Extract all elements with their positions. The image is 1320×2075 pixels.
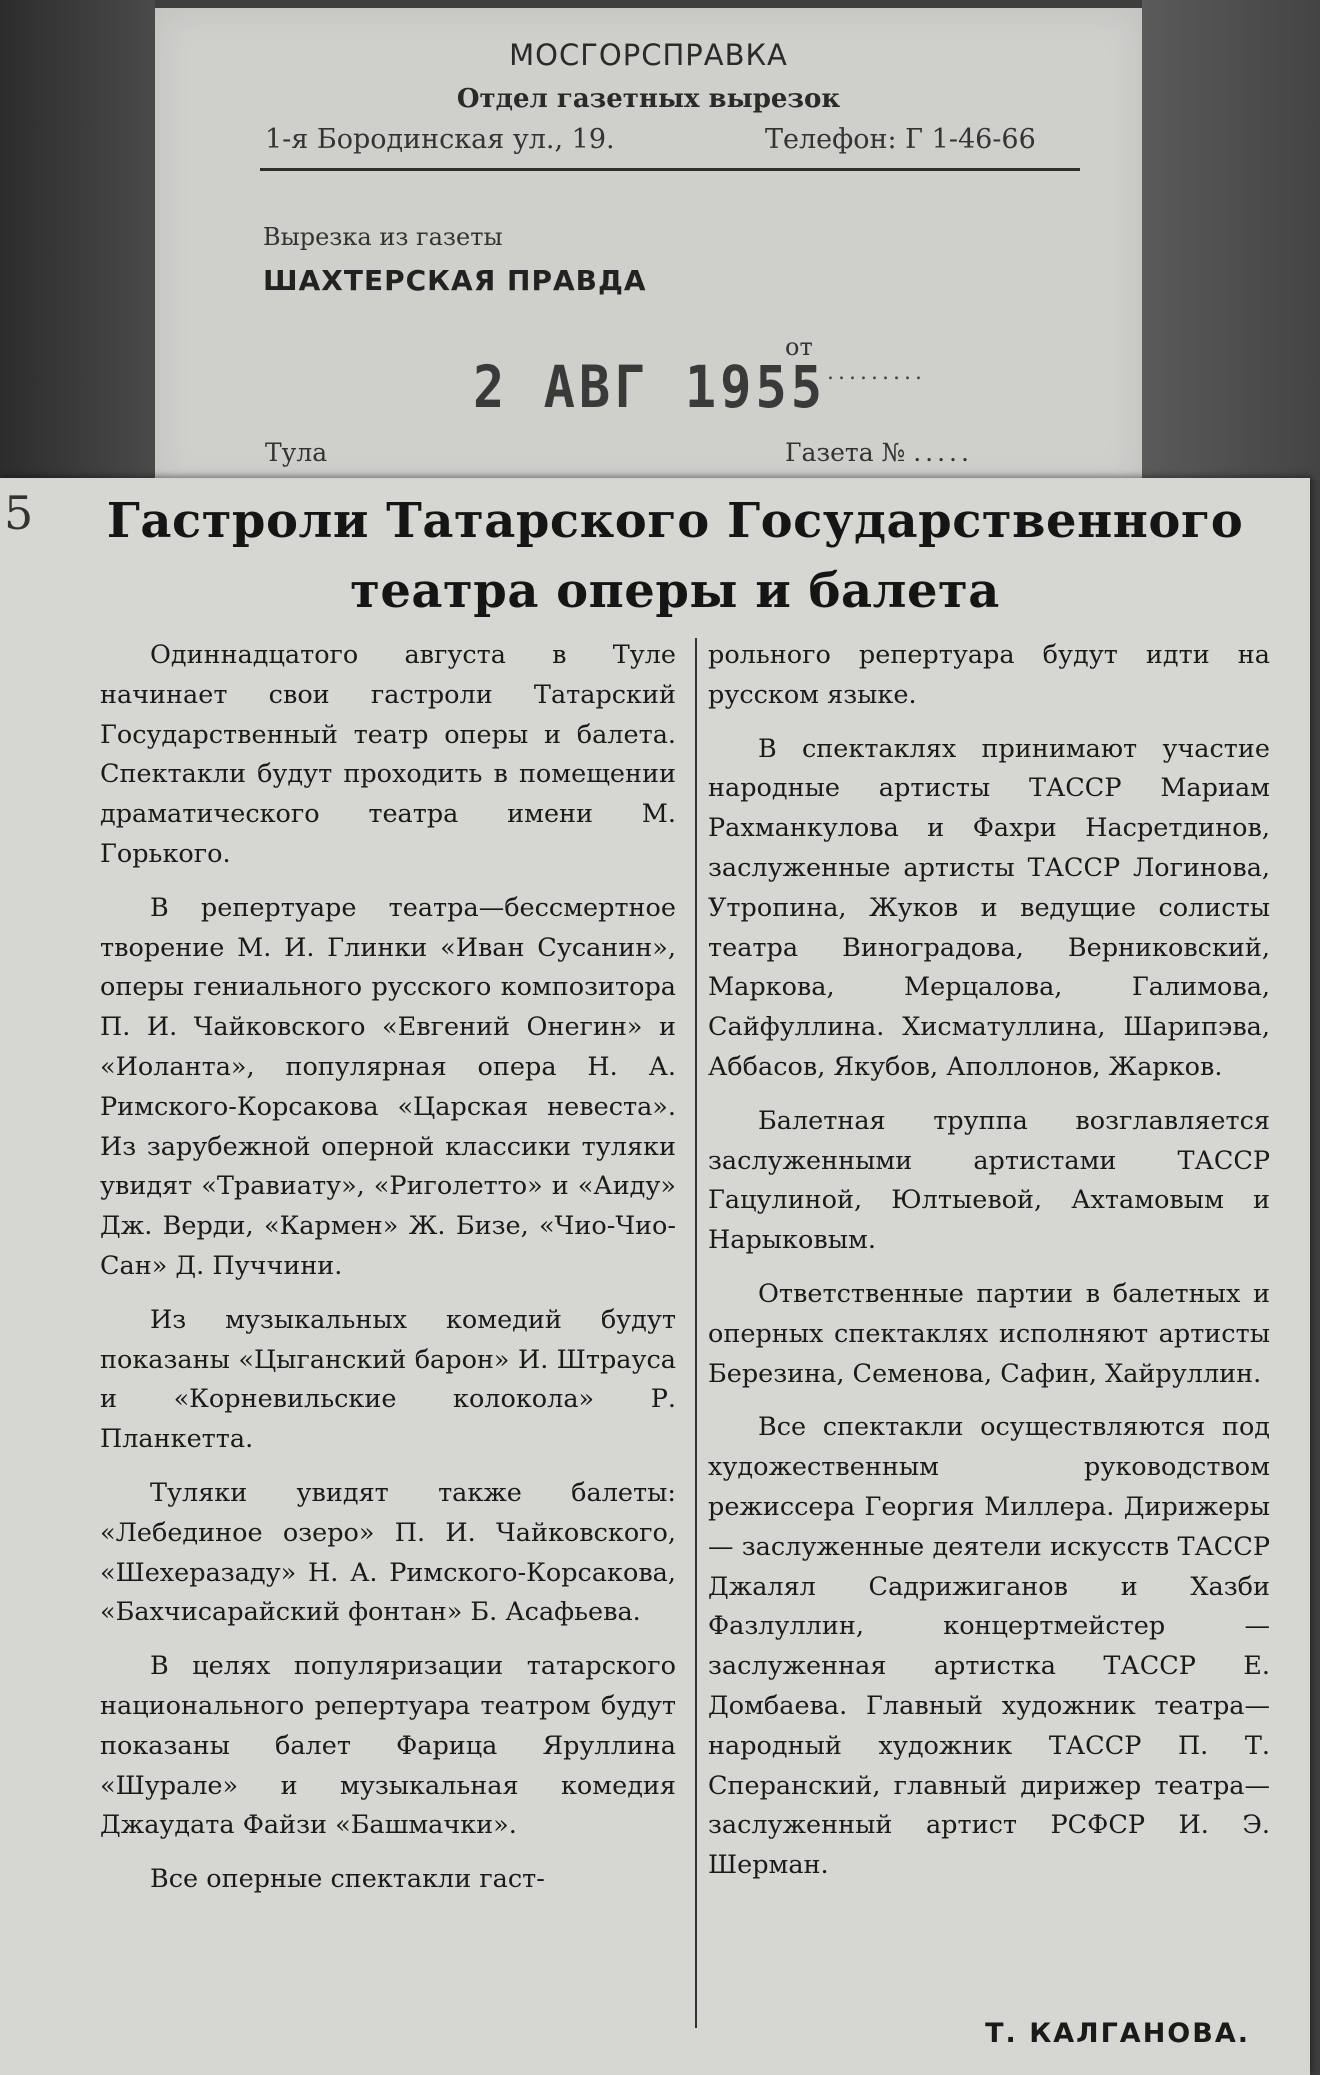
article-column-right: [708, 636, 1270, 1900]
paragraph: Одиннадцатого августа в Туле начинает свои гастроли Татарский Государственный театр оперы и балета. Спектакли будут проходить в помещении драматического театра имени М. Горького.: [100, 640, 676, 869]
city-label: Тула: [265, 438, 328, 467]
header-divider: [260, 168, 1080, 171]
article-headline: [60, 486, 1290, 626]
paragraph: Из музыкальных комедий будут показаны «Цыганский барон» И. Штрауса и «Корневильские колокола» Р. Планкетта.: [100, 1304, 676, 1455]
article-column-left: [100, 636, 676, 1914]
from-dots: .........: [827, 360, 926, 385]
newspaper-clipping: [0, 478, 1310, 2075]
date-stamp: 2 АВГ 1955: [473, 354, 827, 422]
paragraph: Ответственные партии в балетных и оперных спектаклях исполняют артисты Березина, Семенова, Сафин, Хайруллин.: [708, 1278, 1270, 1389]
column-divider: [695, 638, 697, 2028]
paragraph: Туляки увидят также балеты: «Лебединое озеро» П. И. Чайковского, «Шехеразаду» Н. А. Римского-Корсакова, «Бахчисарайский фонтан» Б. Асафьева.: [100, 1477, 676, 1628]
scan-background-left: [0, 0, 155, 480]
agency-name: МОСГОРСПРАВКА: [509, 38, 788, 72]
agency-phone: Телефон: Г 1-46-66: [765, 124, 1036, 155]
agency-department: Отдел газетных вырезок: [456, 84, 841, 114]
paragraph: В целях популяризации татарского национального репертуара театром будут показаны балет Фарица Яруллина «Шурале» и музыкальная комедия Джаудата Файзи «Башмачки».: [100, 1651, 676, 1841]
issue-label: [785, 438, 973, 467]
issue-dots: .....: [913, 438, 973, 467]
paragraph: Все оперные спектакли гаст-: [150, 1864, 545, 1895]
headline-line-2: театра оперы и балета: [350, 563, 1000, 619]
paragraph: Балетная труппа возглавляется заслуженными артистами ТАССР Гацулиной, Юлтыевой, Ахтамовым и Нарыковым.: [708, 1105, 1270, 1256]
newspaper-name: ШАХТЕРСКАЯ ПРАВДА: [263, 264, 647, 297]
agency-address: 1-я Бородинская ул., 19.: [265, 124, 615, 155]
paragraph: В спектаклях принимают участие народные артисты ТАССР Мариам Рахманкулова и Фахри Насретдинов, заслуженные артисты ТАССР Логинова, Утропина, Жуков и ведущие солисты театра Виноградова, Верниковский, Маркова, Мерцалова, Галимова, Сайфуллина. Хисматуллина, Шарипэва, Аббасов, Якубов, Аполлонов, Жарков.: [708, 733, 1270, 1082]
cut-from-label: Вырезка из газеты: [263, 223, 503, 251]
paragraph: Все спектакли осуществляются под художественным руководством режиссера Георгия Миллера. Дирижеры — заслуженные деятели искусств ТАССР Джалял Садрижиганов и Хазби Фазлуллин, концертмейстер — заслуженная артистка ТАССР Е. Домбаева. Главный художник театра—народный художник ТАССР П. Т. Сперанский, главный дирижер театра—заслуженный артист РСФСР И. Э. Шерман.: [708, 1412, 1270, 1881]
paragraph-continuation: рольного репертуара будут идти на русском языке.: [708, 640, 1270, 710]
headline-line-1: Гастроли Татарского Государственного: [106, 493, 1244, 549]
issue-label-text: Газета №: [785, 438, 906, 467]
agency-header-slip: [155, 8, 1142, 488]
scan-background-right: [1142, 0, 1320, 480]
from-label: от: [785, 333, 813, 361]
article-author: Т. КАЛГАНОВА.: [985, 2018, 1250, 2049]
margin-mark: 5: [4, 486, 34, 540]
paragraph: В репертуаре театра—бессмертное творение М. И. Глинки «Иван Сусанин», оперы гениального русского композитора П. И. Чайковского «Евгений Онегин» и «Иоланта», популярная опера Н. А. Римского-Корсакова «Царская невеста». Из зарубежной оперной классики туляки увидят «Травиату», «Риголетто» и «Аиду» Дж. Верди, «Кармен» Ж. Бизе, «Чио-Чио-Сан» Д. Пуччини.: [100, 892, 676, 1281]
